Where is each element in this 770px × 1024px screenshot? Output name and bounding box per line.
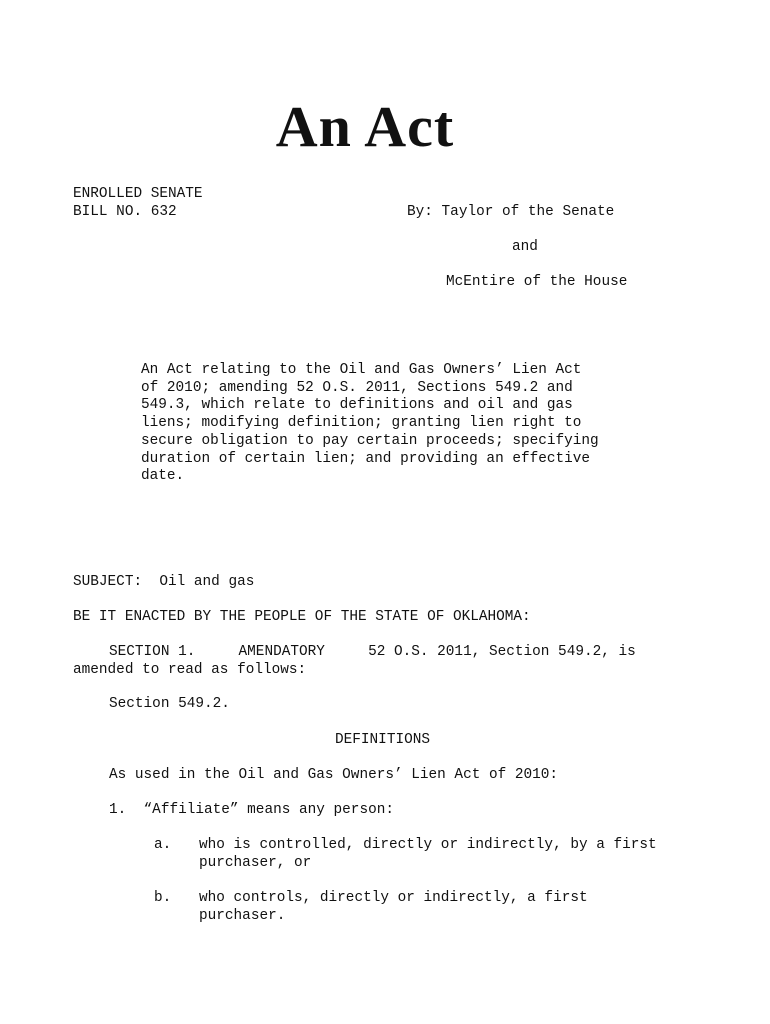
bill-line-2: BILL NO. 632 [73,203,177,220]
author-house: McEntire of the House [446,274,628,290]
item-b-marker: b. [154,890,172,906]
summary-line: 549.3, which relate to definitions and oil and gas [141,397,573,414]
summary-line: duration of certain lien; and providing an effective [141,450,591,467]
bill-number [73,186,203,221]
summary-line: An Act relating to the Oil and Gas Owners’ Lien Act [141,362,582,378]
summary-line: secure obligation to pay certain proceeds; specifying [141,432,599,449]
definitions-heading: DEFINITIONS [335,732,430,748]
act-title: An Act [275,94,455,159]
item-a-line-1: who is controlled, directly or indirectly, by a first [199,837,657,853]
enacting-clause: BE IT ENACTED BY THE PEOPLE OF THE STATE OF OKLAHOMA: [73,609,531,625]
section-1-line-1: SECTION 1. AMENDATORY 52 O.S. 2011, Section 549.2, is [109,644,636,660]
act-summary [141,362,599,486]
summary-line: liens; modifying definition; granting lien right to [141,415,582,432]
author-and: and [512,239,538,255]
item-a-line-2: purchaser, or [199,854,312,871]
section-1-header [73,644,636,679]
section-reference: Section 549.2. [109,696,230,712]
summary-line: of 2010; amending 52 O.S. 2011, Sections 549.2 and [141,379,573,396]
item-b-line-2: purchaser. [199,907,286,924]
definition-item-1: 1. “Affiliate” means any person: [109,802,394,818]
section-1-line-2: amended to read as follows: [73,661,307,678]
item-a-text [199,837,657,872]
item-a-marker: a. [154,837,172,853]
author-senate: By: Taylor of the Senate [407,204,615,220]
summary-line: date. [141,468,185,485]
item-b-line-1: who controls, directly or indirectly, a first [199,890,588,906]
bill-line-1: ENROLLED SENATE [73,186,203,202]
subject-line: SUBJECT: Oil and gas [73,574,255,590]
definitions-intro: As used in the Oil and Gas Owners’ Lien Act of 2010: [109,767,559,783]
item-b-text [199,890,588,925]
